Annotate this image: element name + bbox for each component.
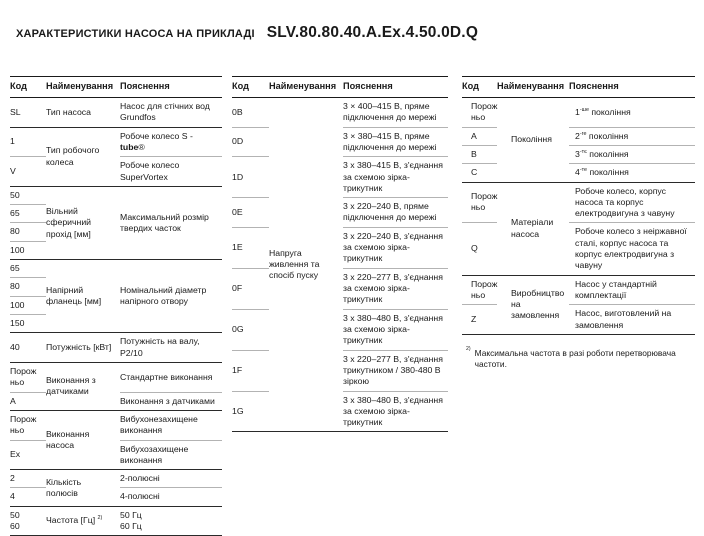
- explanation-cell: 3 x 220–277 В, з'єднання трикутником / 380-480 В зіркою: [343, 350, 448, 391]
- table-row: [10, 362, 222, 392]
- name-cell: Кількість полюсів: [46, 470, 120, 507]
- column-header-name: Найменування: [46, 77, 120, 98]
- column-header-explanation: Пояснення: [120, 77, 222, 98]
- table-row: [10, 410, 222, 440]
- code-cell: Порож ньо: [462, 182, 497, 223]
- explanation-cell: Потужність на валу, P2/10: [120, 333, 222, 363]
- code-tables-row: [10, 76, 704, 536]
- pump-type-code: SLV.80.80.40.A.Ex.4.50.0D.Q: [266, 24, 479, 41]
- explanation-cell: Вибухонезахищене виконання: [120, 410, 222, 440]
- footnote-text: Максимальна частота в разі роботи перетворювача частоти.: [474, 347, 676, 370]
- name-cell: Потужність [кВт]: [46, 333, 120, 363]
- code-cell: Ex: [10, 440, 46, 470]
- explanation-cell: 3 x 380–415 В, з'єднання за схемою зірка-трикутник: [343, 157, 448, 198]
- code-cell: 2: [10, 470, 46, 488]
- code-cell: 1F: [232, 350, 269, 391]
- explanation-cell: $2^{-ге}$ покоління: [569, 127, 695, 145]
- explanation-cell: 3 x 380–480 В, з'єднання за схемою зірка-трикутник: [343, 309, 448, 350]
- code-cell: 1: [10, 127, 46, 157]
- explanation-cell: 3 x 220–240 В, пряме підключення до мережі: [343, 198, 448, 228]
- generation-materials-table-column: [462, 76, 695, 371]
- code-cell: Порож ньо: [10, 362, 46, 392]
- footnote: [462, 345, 687, 371]
- table-row: [10, 97, 222, 127]
- code-cell: Порож ньо: [462, 275, 497, 305]
- code-cell: Порож ньо: [462, 97, 497, 127]
- explanation-cell: Стандартне виконання: [120, 362, 222, 392]
- page-title: ХАРАКТЕРИСТИКИ НАСОСА НА ПРИКЛАДІ: [16, 28, 255, 40]
- table-row: [462, 182, 695, 223]
- code-cell: A: [462, 127, 497, 145]
- code-cell: 80: [10, 223, 46, 241]
- code-cell: 100: [10, 241, 46, 259]
- name-cell: Тип робочого колеса: [46, 127, 120, 186]
- explanation-cell: Вибухозахищене виконання: [120, 440, 222, 470]
- code-cell: Q: [462, 223, 497, 275]
- name-cell: Виконання з датчиками: [46, 362, 120, 410]
- code-cell: SL: [10, 97, 46, 127]
- explanation-cell: 3 x 380–480 В, з'єднання за схемою зірка-трикутник: [343, 391, 448, 432]
- explanation-cell: Насос для стічних вод Grundfos: [120, 97, 222, 127]
- voltage-start-table-slot: [232, 76, 448, 432]
- code-cell: 65: [10, 205, 46, 223]
- table-row: [10, 470, 222, 488]
- explanation-cell: $1^{-ше}$ покоління: [569, 97, 695, 127]
- explanation-cell: 3 x 220–240 В, з'єднання за схемою зірка-трикутник: [343, 227, 448, 268]
- header-row: [232, 77, 448, 98]
- name-cell: Покоління: [497, 97, 569, 182]
- explanation-cell: 50 Гц 60 Гц: [120, 506, 222, 536]
- page-header: [16, 24, 704, 42]
- explanation-cell: 3 × 400–415 В, пряме підключення до мережі: [343, 97, 448, 127]
- code-cell: 0F: [232, 268, 269, 309]
- explanation-cell: 2-полюсні: [120, 470, 222, 488]
- table-row: [462, 145, 695, 163]
- code-cell: 65: [10, 260, 46, 278]
- name-cell: Напірний фланець [мм]: [46, 260, 120, 333]
- voltage-start-table: [232, 76, 448, 432]
- name-cell: Частота [Гц] $^{2)}$: [46, 506, 120, 536]
- code-cell: Порож ньо: [10, 410, 46, 440]
- name-cell: Вільний сферичний прохід [мм]: [46, 186, 120, 259]
- code-cell: 0G: [232, 309, 269, 350]
- explanation-cell: Насос у стандартній комплектації: [569, 275, 695, 305]
- pump-code-table-1-column: [10, 76, 222, 536]
- name-cell: Матеріали насоса: [497, 182, 569, 275]
- pump-code-table-1: [10, 76, 222, 536]
- explanation-cell: Робоче колесо з неіржавної сталі, корпус насоса та корпус електродвигуна з чавуну: [569, 223, 695, 275]
- column-header-explanation: Пояснення: [343, 77, 448, 98]
- generation-materials-table-slot: [462, 76, 695, 335]
- table-row: [10, 186, 222, 204]
- explanation-cell: 3 x 220–277 В, з'єднання за схемою зірка-трикутник: [343, 268, 448, 309]
- explanation-cell: 3 × 380–415 В, пряме підключення до мережі: [343, 127, 448, 157]
- table-row: [10, 333, 222, 363]
- code-cell: 1G: [232, 391, 269, 432]
- code-cell: 1E: [232, 227, 269, 268]
- code-cell: 150: [10, 315, 46, 333]
- explanation-cell: Робоче колесо, корпус насоса та корпус електродвигуна з чавуну: [569, 182, 695, 223]
- table-row: [462, 97, 695, 127]
- code-cell: 0B: [232, 97, 269, 127]
- explanation-cell: $3^{-тє}$ покоління: [569, 145, 695, 163]
- name-cell: Тип насоса: [46, 97, 120, 127]
- explanation-cell: Максимальний розмір твердих часток: [120, 186, 222, 259]
- table-row: [462, 223, 695, 275]
- explanation-cell: Робоче колесо SuperVortex: [120, 157, 222, 187]
- code-cell: 1D: [232, 157, 269, 198]
- pump-code-table-1-slot: [10, 76, 222, 536]
- table-row: [10, 127, 222, 157]
- code-cell: 50 60: [10, 506, 46, 536]
- table-row: [10, 260, 222, 278]
- table-row: [10, 506, 222, 536]
- column-header-name: Найменування: [269, 77, 343, 98]
- code-cell: 50: [10, 186, 46, 204]
- column-header-code: Код: [10, 77, 46, 98]
- generation-materials-table: [462, 76, 695, 335]
- code-cell: Z: [462, 305, 497, 335]
- table-row: [462, 164, 695, 182]
- explanation-cell: Робоче колесо S - tube®: [120, 127, 222, 157]
- header-row: [462, 77, 695, 98]
- code-cell: 0D: [232, 127, 269, 157]
- code-cell: 0E: [232, 198, 269, 228]
- voltage-start-table-column: [232, 76, 448, 432]
- code-cell: C: [462, 164, 497, 182]
- code-cell: B: [462, 145, 497, 163]
- table-row: [462, 275, 695, 305]
- column-header-explanation: Пояснення: [569, 77, 695, 98]
- column-header-code: Код: [462, 77, 497, 98]
- explanation-cell: $4^{-те}$ покоління: [569, 164, 695, 182]
- column-header-code: Код: [232, 77, 269, 98]
- explanation-cell: Насос, виготовлений на замовлення: [569, 305, 695, 335]
- footnote-marker: 2): [466, 345, 471, 352]
- name-cell: Виконання насоса: [46, 410, 120, 469]
- table-row: [462, 305, 695, 335]
- header-row: [10, 77, 222, 98]
- explanation-cell: Виконання з датчиками: [120, 392, 222, 410]
- table-row: [462, 127, 695, 145]
- code-cell: 40: [10, 333, 46, 363]
- code-cell: 80: [10, 278, 46, 296]
- column-header-name: Найменування: [497, 77, 569, 98]
- name-cell: Напруга живлення та спосіб пуску: [269, 97, 343, 432]
- explanation-cell: 4-полюсні: [120, 488, 222, 506]
- explanation-cell: Номінальний діаметр напірного отвору: [120, 260, 222, 333]
- code-cell: A: [10, 392, 46, 410]
- name-cell: Виробництво на замовлення: [497, 275, 569, 334]
- code-cell: 100: [10, 296, 46, 314]
- table-row: [232, 97, 448, 127]
- code-cell: V: [10, 157, 46, 187]
- code-cell: 4: [10, 488, 46, 506]
